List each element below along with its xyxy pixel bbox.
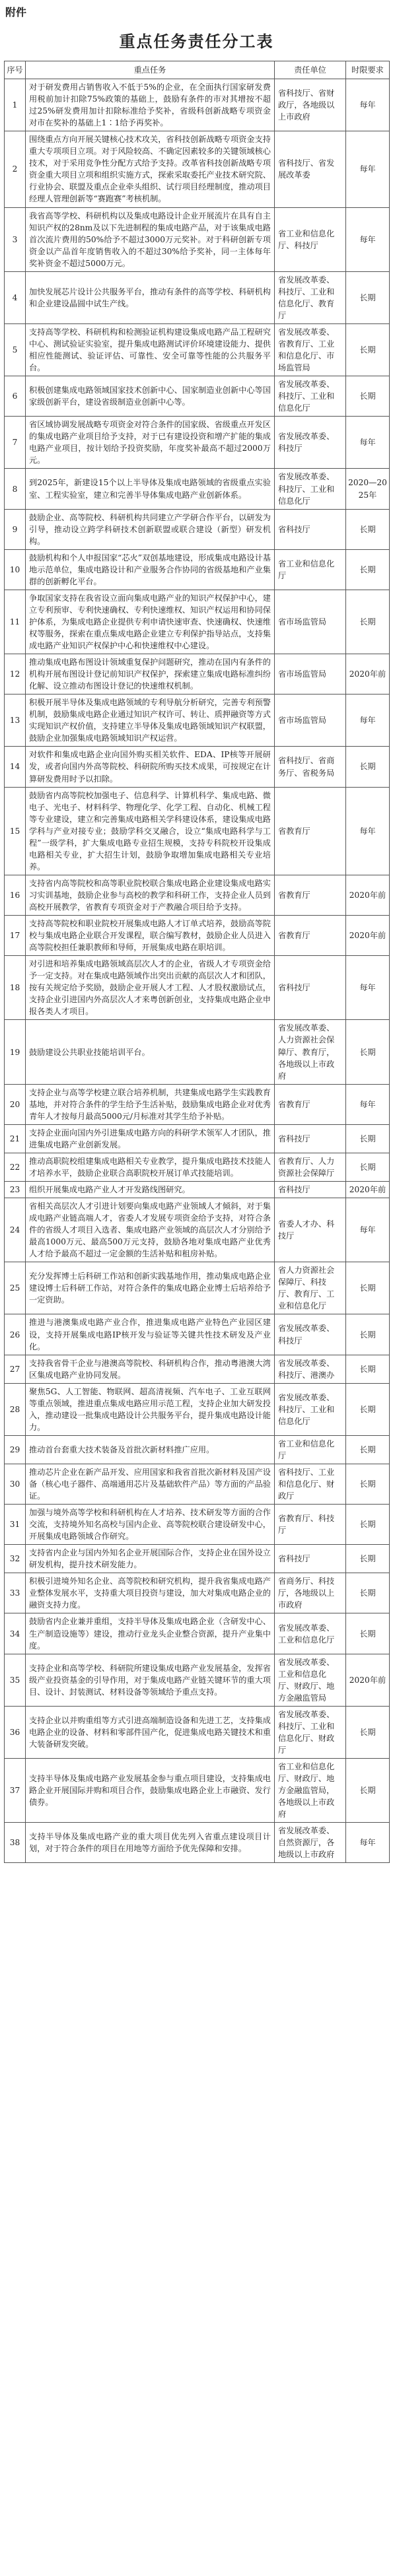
task-cell: 积极开展半导体及集成电路领域的专利导航分析研究，完善专利预警机制，鼓励集成电路企业通过知识产权许可、转让、质押融资等方式实现知识产权价值，支持建立半导体及集成电路领域知识产权联盟，鼓励企业加强集成电路领域知识产权运营。 — [26, 695, 275, 747]
task-cell: 支持企业面向国内外引进集成电路方向的科研学术领军人才团队，推进集成电路产业创新发展。 — [26, 1124, 275, 1153]
responsible-unit-cell: 省市场监管局 — [275, 654, 346, 695]
deadline-cell: 每年 — [346, 787, 390, 875]
task-cell: 组织开展集成电路产业人才开发路线图研究。 — [26, 1181, 275, 1198]
deadline-cell: 长期 — [346, 271, 390, 323]
table-row — [5, 875, 390, 915]
header-task: 重点任务 — [26, 61, 275, 79]
deadline-cell: 每年 — [346, 1823, 390, 1863]
table-row — [5, 509, 390, 549]
deadline-cell: 长期 — [346, 1314, 390, 1355]
row-number: 18 — [5, 956, 26, 1020]
task-cell: 我省高等学校、科研机构以及集成电路设计企业开展流片在具有自主知识产权的28nm及以下先进制程的集成电路产品，对于该集成电路首次流片费用的50%给予不超过3000万元奖补。对于科研创新专项资金以产品首年度销售收入的不超过30%给予奖补，同一主体每年奖补资金不超过5000万元。 — [26, 207, 275, 271]
table-row — [5, 79, 390, 131]
header-no: 序号 — [5, 61, 26, 79]
table-row — [5, 1314, 390, 1355]
table-row — [5, 787, 390, 875]
table-row — [5, 131, 390, 207]
deadline-cell: 长期 — [346, 1153, 390, 1181]
responsible-unit-cell: 省市场监管局 — [275, 590, 346, 654]
responsible-unit-cell: 省发展改革委、科技厅、工业和信息化厅、教育厅 — [275, 271, 346, 323]
deadline-cell: 2020年前 — [346, 1181, 390, 1198]
responsible-unit-cell: 省科技厅 — [275, 1545, 346, 1573]
responsible-unit-cell: 省科技厅 — [275, 1124, 346, 1153]
table-title: 重点任务责任分工表 — [119, 32, 274, 51]
deadline-cell: 2020年前 — [346, 1654, 390, 1706]
row-number: 27 — [5, 1355, 26, 1383]
deadline-cell: 长期 — [346, 1545, 390, 1573]
table-row — [5, 1355, 390, 1383]
deadline-cell: 长期 — [346, 1759, 390, 1823]
responsible-unit-cell: 省教育厅、人力资源社会保障厅 — [275, 1153, 346, 1181]
task-cell: 支持企业和高等学校、科研院所建设集成电路产业发展基金，发挥省级产业投资基金的引导作用，对于集成电路产业链关键环节的重大项目、设计、封装测试、材料设备等领域给予重点支持。 — [26, 1654, 275, 1706]
task-cell: 支持高等院校和职业院校开展集成电路人才订单式培养，鼓励高等院校与集成电路企业联合开发课程，联合编写教材，鼓励企业人员进入高等院校担任兼职教师和导师，开展集成电路在职培训。 — [26, 916, 275, 956]
row-number: 8 — [5, 469, 26, 509]
row-number: 22 — [5, 1153, 26, 1181]
task-cell: 积极引进境外知名企业、高等院校和研究机构，提升我省集成电路产业整体发展水平，支持重大项目投资与建设，加大对集成电路企业的融资支持力度。 — [26, 1573, 275, 1613]
row-number: 34 — [5, 1613, 26, 1654]
header-deadline: 时限要求 — [346, 61, 390, 79]
row-number: 30 — [5, 1464, 26, 1504]
table-row — [5, 376, 390, 417]
deadline-cell: 2020—2025年 — [346, 469, 390, 509]
responsible-unit-cell: 省发展改革委、自然资源厅，各地级以上市政府 — [275, 1823, 346, 1863]
row-number: 13 — [5, 695, 26, 747]
responsible-unit-cell: 省科技厅 — [275, 956, 346, 1020]
table-row — [5, 549, 390, 590]
deadline-cell: 每年 — [346, 1198, 390, 1262]
table-row — [5, 956, 390, 1020]
deadline-cell: 长期 — [346, 1383, 390, 1435]
task-cell: 围绕重点方向开展关键核心技术攻关，省科技创新战略专项资金支持重大专项项目立项。对于风险较高、不确定因素较多的关键领域核心技术，对于采用竞争性分配方式给予支持。改革省科技创新战略专项资金重大项目立项和组织实施方式，探索采取委托产业技术研究院、行业协会、联盟及重点企业牵头组织、试行项目经理制度，推动项目经理人管理创新等“赛跑赛”考核机制。 — [26, 131, 275, 207]
row-number: 25 — [5, 1262, 26, 1314]
table-row — [5, 207, 390, 271]
table-row — [5, 1124, 390, 1153]
task-cell: 对于研发费用占销售收入不低于5%的企业，在全面执行国家研发费用税前加计扣除75%政策的基础上，鼓励有条件的市对其增按不超过25%研发费用加计扣除标准给予奖补，省级科创新战略专项资金对市在奖补的基础上1∶1给予再奖补。 — [26, 79, 275, 131]
deadline-cell: 长期 — [346, 1505, 390, 1545]
row-number: 10 — [5, 549, 26, 590]
table-row — [5, 1153, 390, 1181]
responsible-unit-cell: 省发展改革委、工业和信息化厅 — [275, 1613, 346, 1654]
deadline-cell: 长期 — [346, 1464, 390, 1504]
responsible-unit-cell: 省科技厅 — [275, 1181, 346, 1198]
row-number: 2 — [5, 131, 26, 207]
responsible-unit-cell: 省教育厅 — [275, 875, 346, 915]
row-number: 36 — [5, 1706, 26, 1758]
row-number: 38 — [5, 1823, 26, 1863]
deadline-cell: 每年 — [346, 207, 390, 271]
row-number: 28 — [5, 1383, 26, 1435]
responsible-unit-cell: 省发展改革委、科技厅 — [275, 417, 346, 469]
task-cell: 到2025年，新建设15个以上半导体及集成电路领域的省级重点实验室、工程实验室，建立和完善半导体集成电路产业创新体系。 — [26, 469, 275, 509]
deadline-cell: 长期 — [346, 1706, 390, 1758]
responsible-unit-cell: 省发展改革委、科技厅、工业和信息化厅、财政厅 — [275, 1706, 346, 1758]
responsible-unit-cell: 省教育厅、科技厅 — [275, 1505, 346, 1545]
row-number: 21 — [5, 1124, 26, 1153]
deadline-cell: 2020年前 — [346, 916, 390, 956]
task-table — [4, 61, 390, 1863]
row-number: 1 — [5, 79, 26, 131]
responsible-unit-cell: 省科技厅、省财政厅，各地级以上市政府 — [275, 79, 346, 131]
responsible-unit-cell: 省教育厅 — [275, 1084, 346, 1124]
table-row — [5, 1654, 390, 1706]
row-number: 14 — [5, 747, 26, 787]
task-cell: 支持企业与高等学校建立联合培养机制，共建集成电路学生实践教育基地，并对符合条件的学生给予生活补贴，鼓励集成电路企业对优秀青年人才按每月最高5000元/月标准对其学生给予补贴。 — [26, 1084, 275, 1124]
table-row — [5, 1823, 390, 1863]
table-row — [5, 323, 390, 376]
row-number: 33 — [5, 1573, 26, 1613]
table-body — [5, 79, 390, 1863]
table-row — [5, 1181, 390, 1198]
table-row — [5, 417, 390, 469]
table-row — [5, 654, 390, 695]
task-cell: 支持我省骨干企业与港澳高等院校、科研机构合作，推动粤港澳大湾区集成电路产业协同发展。 — [26, 1355, 275, 1383]
task-cell: 鼓励机构和个人申报国家“芯火”双创基地建设，形成集成电路设计基地示范单位，集成电路设计和产业服务合作协同的省级基地和产业集群的创新孵化平台。 — [26, 549, 275, 590]
task-cell: 省区域协调发展战略专项资金对符合条件的国家级、省级重点开发区的集成电路产业项目给予支持，对于已有建设投资和增产扩能的集成电路产业项目，按计划给予投资奖励，年度奖补最高不超过2000万元。 — [26, 417, 275, 469]
task-cell: 聚焦5G、人工智能、物联网、超高清视频、汽车电子、工业互联网等重点领域，推进重点集成电路应用示范工程，支持企业加大研发投入，推动建设一批集成电路设计公共服务平台，提升集成电路设计能力。 — [26, 1383, 275, 1435]
table-row — [5, 1505, 390, 1545]
task-cell: 对引进和培养集成电路领域高层次人才的企业，省级人才专项资金给予一定支持。对在集成电路领域作出突出贡献的高层次人才和团队，按有关规定给予奖励，鼓励企业开展人才工程、人才股权激励试点，支持企业引进国内外高层次人才来粤创新创业，支持集成电路企业申报各类人才项目。 — [26, 956, 275, 1020]
responsible-unit-cell: 省科技厅 — [275, 509, 346, 549]
table-row — [5, 1198, 390, 1262]
row-number: 7 — [5, 417, 26, 469]
header-row — [5, 61, 390, 79]
deadline-cell: 长期 — [346, 1124, 390, 1153]
table-row — [5, 1262, 390, 1314]
table-row — [5, 695, 390, 747]
responsible-unit-cell: 省发展改革委、科技厅、工业和信息化厅 — [275, 376, 346, 417]
responsible-unit-cell: 省发展改革委、省教育厅、工业和信息化厅、市场监管局 — [275, 323, 346, 376]
deadline-cell: 每年 — [346, 131, 390, 207]
task-cell: 推动首台套重大技术装备及首批次新材料推广应用。 — [26, 1435, 275, 1464]
row-number: 19 — [5, 1020, 26, 1084]
table-row — [5, 590, 390, 654]
deadline-cell: 长期 — [346, 1262, 390, 1314]
row-number: 23 — [5, 1181, 26, 1198]
deadline-cell: 每年 — [346, 695, 390, 747]
task-cell: 支持省内企业与国内外知名企业开展国际合作，支持企业在国外设立研发机构，提升技术研发能力。 — [26, 1545, 275, 1573]
row-number: 4 — [5, 271, 26, 323]
table-row — [5, 1759, 390, 1823]
deadline-cell: 长期 — [346, 590, 390, 654]
row-number: 11 — [5, 590, 26, 654]
row-number: 35 — [5, 1654, 26, 1706]
responsible-unit-cell: 省发展改革委、科技厅 — [275, 1314, 346, 1355]
table-row — [5, 1383, 390, 1435]
task-cell: 加强与境外高等学校和科研机构在人才培养、技术研发等方面的合作交流，支持境外知名高校与国内企业、高等院校联合建设研发中心，开展集成电路领域合作研究。 — [26, 1505, 275, 1545]
row-number: 17 — [5, 916, 26, 956]
responsible-unit-cell: 省科技厅、工业和信息化厅、财政厅 — [275, 1464, 346, 1504]
table-row — [5, 271, 390, 323]
row-number: 5 — [5, 323, 26, 376]
task-cell: 支持半导体及集成电路产业发展基金参与重点项目建设，支持集成电路企业开展国际并购和项目合作，鼓励集成电路企业上市融资、发行债券。 — [26, 1759, 275, 1823]
responsible-unit-cell: 省发展改革委、科技厅、工业和信息化厅 — [275, 1383, 346, 1435]
row-number: 9 — [5, 509, 26, 549]
deadline-cell: 2020年前 — [346, 875, 390, 915]
task-cell: 鼓励建设公共职业技能培训平台。 — [26, 1020, 275, 1084]
responsible-unit-cell: 省发展改革委、科技厅、工业和信息化厅 — [275, 469, 346, 509]
row-number: 26 — [5, 1314, 26, 1355]
task-cell: 推动集成电路布图设计领域重复保护问题研究，推动在国内有条件的机构开展布图设计登记前知识产权保护，探索建立集成电路标准纠纷化解、设立推动布图设计登记的快速维权机制。 — [26, 654, 275, 695]
row-number: 32 — [5, 1545, 26, 1573]
row-number: 37 — [5, 1759, 26, 1823]
table-row — [5, 1020, 390, 1084]
task-cell: 积极创建集成电路领域国家技术创新中心、国家制造业创新中心等国家级创新平台，建设省级制造业创新中心等。 — [26, 376, 275, 417]
deadline-cell: 长期 — [346, 1355, 390, 1383]
task-cell: 鼓励企业、高等院校、科研机构共同建立产学研合作平台，以研发为引导，推动设立跨学科研技术创新联盟或联合建设（新型）研发机构。 — [26, 509, 275, 549]
task-cell: 对软件和集成电路企业向国外购买相关软件、EDA、IP核等开展研发，或者向国内外高等院校、科研院所购买技术成果，可按规定在计算研发费用时予以扣除。 — [26, 747, 275, 787]
deadline-cell: 2020年前 — [346, 654, 390, 695]
table-row — [5, 1464, 390, 1504]
task-cell: 支持企业以并购重组等方式引进高端制造设备和先进工艺，支持集成电路企业的设备、材料和零部件国产化，促进集成电路关键技术和重大装备研发突破。 — [26, 1706, 275, 1758]
table-row — [5, 1706, 390, 1758]
deadline-cell: 每年 — [346, 79, 390, 131]
deadline-cell: 长期 — [346, 1020, 390, 1084]
task-cell: 争取国家支持在我省设立面向集成电路产业的知识产权保护中心，建立专利预审、专利快速确权、专利快速维权、知识产权运用和协同保护体系，为集成电路企业提供专利申请快速审查、快速确权、快速维权等服务，探索在重点集成电路企业建立专利保护指导站点，支持集成电路产业知识产权保护中心和快速维权中心建设。 — [26, 590, 275, 654]
deadline-cell: 长期 — [346, 549, 390, 590]
table-row — [5, 1435, 390, 1464]
task-cell: 鼓励省内高等院校加强电子、信息科学、计算机科学、集成电路、微电子、光电子、材料科学、物理化学、化学工程、自动化、机械工程等专业建设，建立和完善集成电路相关学科建设体系，建设集成电路学科与产业对接专业；鼓励学科交叉融合，设立“集成电路科学与工程”一级学科，扩大集成电路专业招生规模，支持专科院校开设集成电路相关专业，扩大招生计划，鼓励争取增加集成电路相关专业培养。 — [26, 787, 275, 875]
row-number: 3 — [5, 207, 26, 271]
attachment-label: 附件 — [5, 6, 27, 18]
responsible-unit-cell: 省委人才办、科技厅 — [275, 1198, 346, 1262]
responsible-unit-cell: 省科技厅、省发展改革委 — [275, 131, 346, 207]
responsible-unit-cell: 省人力资源社会保障厅、科技厅、教育厅、工业和信息化厅 — [275, 1262, 346, 1314]
row-number: 24 — [5, 1198, 26, 1262]
deadline-cell: 长期 — [346, 747, 390, 787]
table-row — [5, 469, 390, 509]
table-row — [5, 1084, 390, 1124]
task-cell: 支持省内高等院校和高等职业院校联合集成电路企业建设集成电路实习实训基地，鼓励企业参与高校的教学和科研工作，支持企业人员到高校开展教学，省教育专项资金对于产教融合项目给予支持。 — [26, 875, 275, 915]
responsible-unit-cell: 省发展改革委、科技厅、港澳办 — [275, 1355, 346, 1383]
row-number: 16 — [5, 875, 26, 915]
deadline-cell: 长期 — [346, 376, 390, 417]
responsible-unit-cell: 省教育厅 — [275, 916, 346, 956]
task-cell: 鼓励省内企业兼并重组，支持半导体及集成电路企业（含研发中心、生产制造设施等）建设，推动行业龙头企业整合资源，提升产业集中度。 — [26, 1613, 275, 1654]
table-row — [5, 916, 390, 956]
task-cell: 加快发展芯片设计公共服务平台，推动有条件的高等学校、科研机构和企业建设晶圆中试生产线。 — [26, 271, 275, 323]
row-number: 20 — [5, 1084, 26, 1124]
row-number: 29 — [5, 1435, 26, 1464]
responsible-unit-cell: 省工业和信息化厅、科技厅 — [275, 207, 346, 271]
deadline-cell: 长期 — [346, 1573, 390, 1613]
task-cell: 推进与港澳集成电路产业合作，推进集成电路产业特色产业园区建设，支持开展集成电路IP核开发与验证等关键共性技术研发及产业化。 — [26, 1314, 275, 1355]
row-number: 31 — [5, 1505, 26, 1545]
task-cell: 推动高职院校组建集成电路相关专业教学，提升集成电路技术技能人才培养水平，鼓励企业联合高职院校开展订单式技能培训。 — [26, 1153, 275, 1181]
deadline-cell: 长期 — [346, 1435, 390, 1464]
deadline-cell: 长期 — [346, 323, 390, 376]
responsible-unit-cell: 省工业和信息化厅 — [275, 1435, 346, 1464]
task-cell: 省相关高层次人才引进计划要向集成电路产业领域人才倾斜，对于集成电路产业链高端人才，省委人才发展专项资金给予支持，对符合条件的省级人才项目入选者、集成电路产业领域的高层次人才分别给予最高1000万元、最高500万元支持，鼓励各地对集成电路产业优秀人才给予最高不超过一定金额的生活补贴和租房补贴。 — [26, 1198, 275, 1262]
responsible-unit-cell: 省科技厅、省商务厅、省税务局 — [275, 747, 346, 787]
deadline-cell: 每年 — [346, 417, 390, 469]
task-cell: 推动芯片企业在新产品开发、应用国家和我省首批次新材料及国产设备（核心电子器件、高端通用芯片及基础软件产品）等方面的产品验证。 — [26, 1464, 275, 1504]
responsible-unit-cell: 省工业和信息化厅 — [275, 549, 346, 590]
deadline-cell: 每年 — [346, 956, 390, 1020]
table-row — [5, 1573, 390, 1613]
table-row — [5, 747, 390, 787]
task-cell: 支持半导体及集成电路产业的重大项目优先列入省重点建设项目计划，对于符合条件的项目在用地等方面给予优先保障和安排。 — [26, 1823, 275, 1863]
deadline-cell: 每年 — [346, 1084, 390, 1124]
row-number: 6 — [5, 376, 26, 417]
header-unit: 责任单位 — [275, 61, 346, 79]
deadline-cell: 长期 — [346, 1613, 390, 1654]
deadline-cell: 长期 — [346, 509, 390, 549]
task-cell: 支持高等学校、科研机构和检测验证机构建设集成电路产品工程研究中心、测试验证实验室，提升集成电路测试评价环境建设能力、提供相应性能测试、验证评估、可靠性、安全可靠等性能的公共服务平台。 — [26, 323, 275, 376]
row-number: 12 — [5, 654, 26, 695]
responsible-unit-cell: 省发展改革委、人力资源社会保障厅、教育厅，各地级以上市政府 — [275, 1020, 346, 1084]
responsible-unit-cell: 省发展改革委、工业和信息化厅、财政厅、地方金融监管局 — [275, 1654, 346, 1706]
row-number: 15 — [5, 787, 26, 875]
responsible-unit-cell: 省商务厅、科技厅，各地级以上市政府 — [275, 1573, 346, 1613]
table-row — [5, 1545, 390, 1573]
responsible-unit-cell: 省工业和信息化厅、财政厅、地方金融监管局，各地级以上市政府 — [275, 1759, 346, 1823]
table-header — [5, 61, 390, 79]
task-cell: 充分发挥博士后科研工作站和创新实践基地作用，推动集成电路企业建设博士后科研工作站，对符合条件的集成电路企业博士后培养给予一定资助。 — [26, 1262, 275, 1314]
responsible-unit-cell: 省市场监管局 — [275, 695, 346, 747]
table-row — [5, 1613, 390, 1654]
responsible-unit-cell: 省教育厅 — [275, 787, 346, 875]
